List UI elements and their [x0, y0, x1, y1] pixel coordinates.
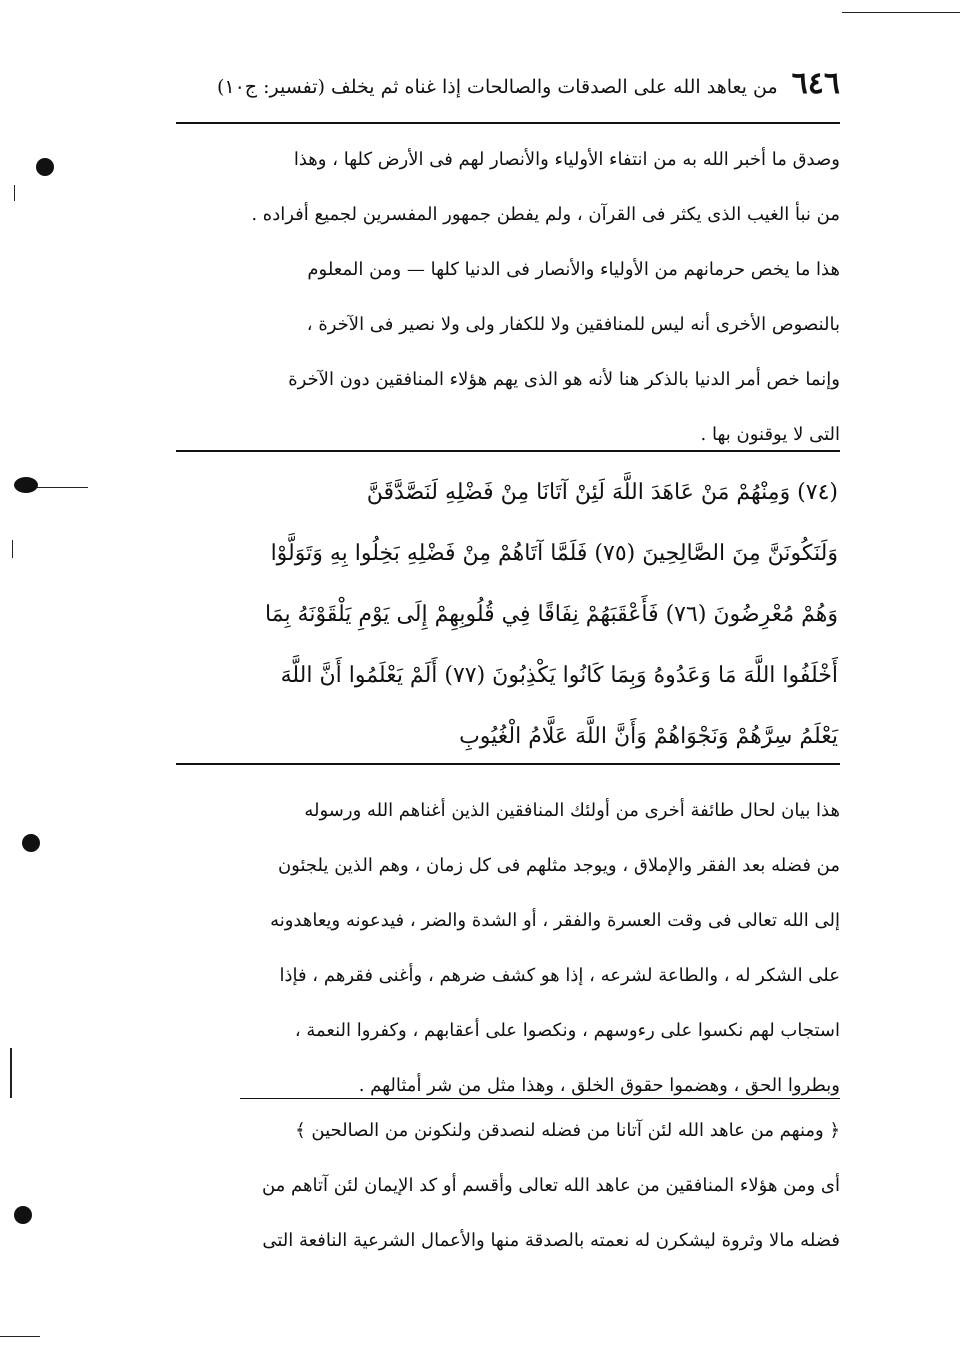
text-line: أى ومن هؤلاء المنافقين من عاهد الله تعالى وأقسم أو كد الإيمان لئن آتاهم من [261, 1175, 840, 1196]
text-line: هذا بيان لحال طائفة أخرى من أولئك المنافقين الذين أغناهم الله ورسوله [304, 800, 840, 821]
punch-hole-2 [14, 477, 38, 493]
page-header [176, 66, 840, 124]
scan-mark-left-2 [12, 540, 13, 558]
punch-hole-4 [14, 1206, 32, 1224]
commentary-paragraph-1 [176, 124, 840, 450]
text-line: وإنما خص أمر الدنيا بالذكر هنا لأنه هو الذى يهم هؤلاء المنافقين دون الآخرة [288, 369, 840, 390]
commentary-paragraph-2 [176, 765, 840, 1098]
verse-line: أَخْلَفُوا اللَّهَ مَا وَعَدُوهُ وَبِمَا كَانُوا يَكْذِبُونَ (٧٧) أَلَمْ يَعْلَمُوا أَنَّ اللَّهَ [280, 663, 838, 688]
text-line: استجاب لهم نكسوا على رءوسهم ، ونكصوا على أعقابهم ، وكفروا النعمة ، [294, 1020, 840, 1041]
scan-mark-left-3 [10, 1048, 12, 1098]
verse-line: (٧٤) وَمِنْهُمْ مَنْ عَاهَدَ اللَّهَ لَئِنْ آتَانَا مِنْ فَضْلِهِ لَنَصَّدَّقَنَّ [366, 480, 838, 505]
scan-mark-left-1 [14, 185, 15, 201]
text-line: على الشكر له ، والطاعة لشرعه ، إذا هو كشف ضرهم ، وأغنى فقرهم ، فإذا [279, 965, 840, 986]
text-line: من نبأ الغيب الذى يكثر فى القرآن ، ولم يفطن جمهور المفسرين لجميع أفراده . [251, 204, 840, 225]
page [176, 66, 840, 1268]
verse-line: وَلَنَكُونَنَّ مِنَ الصَّالِحِينَ (٧٥) فَلَمَّا آتَاهُمْ مِنْ فَضْلِهِ بَخِلُوا بِهِ وَتَوَلَّوْا [270, 541, 838, 566]
scan-line-bottom-left [0, 1336, 40, 1337]
verse-line: وَهُمْ مُعْرِضُونَ (٧٦) فَأَعْقَبَهُمْ نِفَاقًا فِي قُلُوبِهِمْ إِلَى يَوْمِ يَلْقَوْنَهُ بِمَا [265, 602, 838, 627]
text-line: التى لا يوقنون بها . [700, 424, 840, 445]
text-line: هذا ما يخص حرمانهم من الأولياء والأنصار فى الدنيا كلها — ومن المعلوم [307, 259, 840, 280]
text-line: وصدق ما أخبر الله به من انتفاء الأولياء والأنصار لهم فى الأرض كلها ، وهذا [293, 149, 840, 170]
scan-line-top-right [842, 12, 960, 13]
text-line: وبطروا الحق ، وهضموا حقوق الخلق ، وهذا مثل من شر أمثالهم . [358, 1075, 840, 1096]
text-line: بالنصوص الأخرى أنه ليس للمنافقين ولا للكفار ولى ولا نصير فى الآخرة ، [306, 314, 840, 335]
running-title: من يعاهد الله على الصدقات والصالحات إذا غناه ثم يخلف (تفسير: ج١٠) [216, 76, 778, 98]
punch-hole-1 [36, 158, 54, 176]
quoted-verse-line: ﴿ ومنهم من عاهد الله لئن آتانا من فضله لنصدقن ولنكونن من الصالحين ﴾ [295, 1120, 840, 1141]
verse-line: يَعْلَمُ سِرَّهُمْ وَنَجْوَاهُمْ وَأَنَّ اللَّهَ عَلَّامُ الْغُيُوبِ [459, 724, 838, 749]
quran-verses-block [176, 452, 840, 763]
page-number: ٦٤٦ [791, 66, 840, 101]
text-line: إلى الله تعالى فى وقت العسرة والفقر ، أو الشدة والضر ، فيدعونه ويعاهدونه [270, 910, 840, 931]
punch-hole-3 [22, 834, 40, 852]
text-line: فضله مالا وثروة ليشكرن له نعمته بالصدقة منها والأعمال الشرعية النافعة التى [262, 1230, 840, 1251]
commentary-paragraph-3 [176, 1099, 840, 1268]
text-line: من فضله بعد الفقر والإملاق ، ويوجد مثلهم فى كل زمان ، وهم الذين يلجئون [277, 855, 840, 876]
